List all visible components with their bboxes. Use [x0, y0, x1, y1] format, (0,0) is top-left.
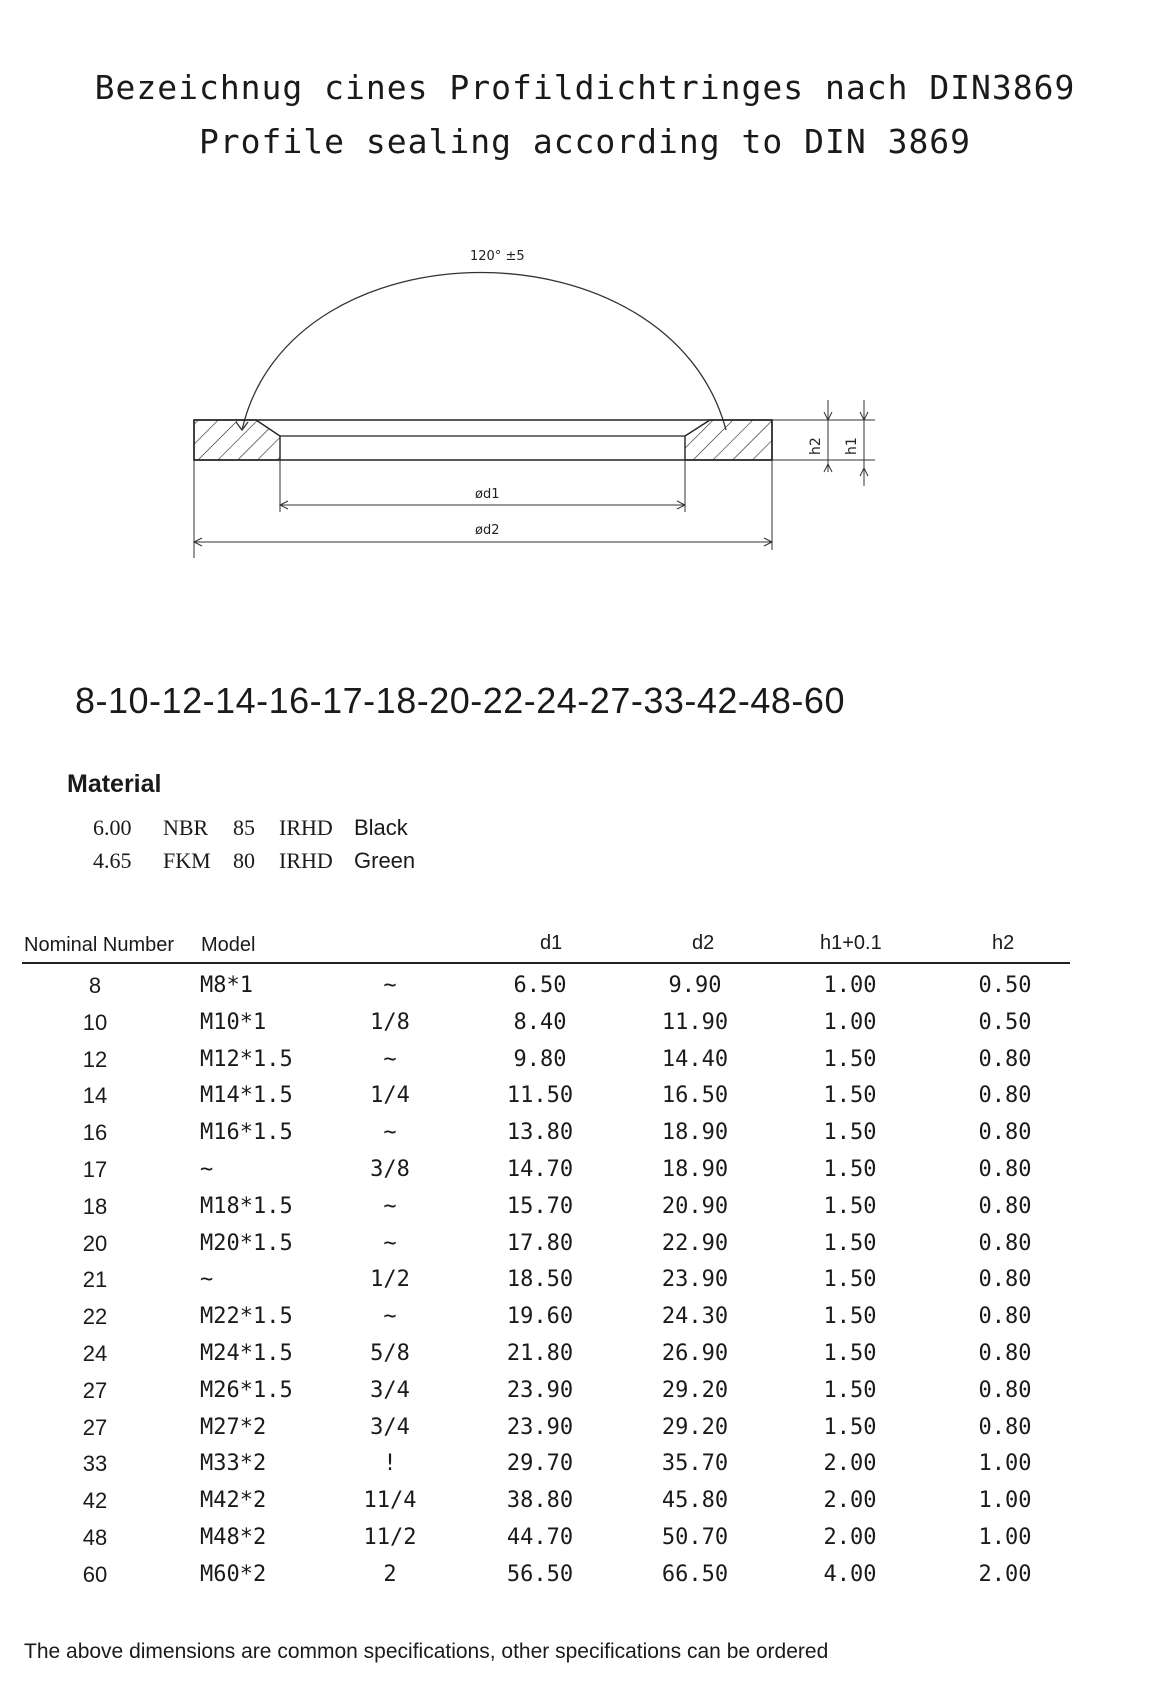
cell-h1: 1.50: [823, 1414, 877, 1440]
cell-nominal: 22: [82, 1304, 108, 1330]
cell-d1: 8.40: [513, 1009, 567, 1035]
cell-model: M60*2: [200, 1561, 267, 1587]
cell-d2: 22.90: [661, 1230, 729, 1256]
cell-model: M22*1.5: [200, 1304, 293, 1330]
cell-nominal: 27: [82, 1414, 108, 1440]
cell-h2: 0.80: [978, 1193, 1032, 1219]
cell-d1: 18.50: [506, 1267, 574, 1293]
cell-inch: 1/4: [370, 1083, 410, 1109]
cell-nominal: 16: [82, 1120, 108, 1146]
material-unit: IRHD: [279, 848, 333, 873]
header-h1: h1+0.1: [820, 932, 882, 954]
cell-inch: 2: [383, 1561, 397, 1587]
cell-model: M8*1: [200, 973, 253, 998]
cell-h1: 2.00: [823, 1451, 877, 1477]
header-model: Model: [201, 934, 256, 956]
cell-nominal: 60: [82, 1561, 108, 1587]
cell-d2: 20.90: [661, 1193, 729, 1219]
table-row: [0, 1336, 1170, 1373]
cell-d2: 29.20: [661, 1377, 729, 1403]
cell-d2: 18.90: [661, 1120, 729, 1146]
table-row: [0, 1078, 1170, 1115]
cell-d2: 14.40: [661, 1046, 729, 1072]
cell-d2: 35.70: [661, 1451, 729, 1477]
cell-model: M10*1: [200, 1009, 267, 1035]
cell-d2: 24.30: [661, 1304, 729, 1330]
material-name: FKM: [163, 848, 211, 873]
cell-model: M27*2: [200, 1414, 267, 1440]
nominal-sizes-line: 8-10-12-14-16-17-18-20-22-24-27-33-42-48-60: [75, 680, 845, 721]
cell-inch: 11/2: [363, 1524, 417, 1550]
cell-model: M12*1.5: [200, 1046, 293, 1072]
cell-h2: 1.00: [978, 1451, 1032, 1477]
cell-d1: 6.50: [513, 973, 567, 998]
cell-h2: 1.00: [978, 1488, 1032, 1514]
table-row: [0, 1226, 1170, 1263]
right-section: [685, 420, 772, 460]
seal-cross-section-drawing: [180, 240, 940, 580]
cell-h1: 1.50: [823, 1340, 877, 1366]
table-row: [0, 1446, 1170, 1483]
table-row: [0, 1189, 1170, 1226]
cell-inch: 1/8: [370, 1009, 410, 1035]
cell-h1: 1.50: [823, 1193, 877, 1219]
cell-inch: 5/8: [370, 1340, 410, 1366]
cell-nominal: 18: [82, 1193, 108, 1219]
angle-arc: [242, 273, 726, 431]
cell-inch: ~: [383, 1046, 397, 1072]
cell-h1: 1.50: [823, 1156, 877, 1182]
cell-nominal: 14: [82, 1083, 108, 1109]
cell-d1: 19.60: [506, 1304, 574, 1330]
material-heading: Material: [67, 770, 162, 798]
cell-h2: 0.80: [978, 1340, 1032, 1366]
cell-h2: 0.80: [978, 1120, 1032, 1146]
material-color: Black: [354, 815, 408, 840]
cell-model: ~: [200, 1267, 214, 1293]
cell-d1: 38.80: [506, 1488, 574, 1514]
header-h2: h2: [992, 932, 1015, 954]
cell-nominal: 27: [82, 1377, 108, 1403]
cell-h2: 0.80: [978, 1414, 1032, 1440]
cell-inch: 3/4: [370, 1377, 410, 1403]
material-hardness: 85: [233, 815, 255, 840]
cell-model: M18*1.5: [200, 1193, 293, 1219]
cell-model: M26*1.5: [200, 1377, 293, 1403]
cell-d2: 29.20: [661, 1414, 729, 1440]
table-row: [0, 1042, 1170, 1079]
cell-d1: 14.70: [506, 1156, 574, 1182]
cell-h2: 0.80: [978, 1083, 1032, 1109]
cell-h1: 4.00: [823, 1561, 877, 1587]
cell-d2: 11.90: [661, 1009, 729, 1035]
table-row: [0, 1520, 1170, 1557]
material-color: Green: [354, 848, 416, 873]
left-section: [194, 420, 280, 460]
cell-h1: 1.50: [823, 1377, 877, 1403]
cell-h1: 1.50: [823, 1083, 877, 1109]
table-row: [0, 1373, 1170, 1410]
header-d1: d1: [540, 932, 563, 954]
cell-model: M33*2: [200, 1451, 267, 1477]
cell-d2: 18.90: [661, 1156, 729, 1182]
cell-h2: 0.80: [978, 1304, 1032, 1330]
cell-h2: 0.80: [978, 1267, 1032, 1293]
cell-inch: 3/8: [370, 1156, 410, 1182]
cell-nominal: 12: [82, 1046, 108, 1072]
h1-label: h1: [844, 437, 860, 455]
cell-h1: 2.00: [823, 1488, 877, 1514]
header-nominal: Nominal Number: [24, 934, 175, 956]
table-row: [0, 1115, 1170, 1152]
cell-model: ~: [200, 1156, 214, 1182]
cell-inch: ~: [383, 973, 397, 998]
cell-h1: 1.50: [823, 1046, 877, 1072]
cell-inch: ~: [383, 1193, 397, 1219]
cell-d1: 15.70: [506, 1193, 574, 1219]
table-row: [0, 1410, 1170, 1447]
angle-label: 120° ±5: [470, 249, 525, 264]
material-hardness: 80: [233, 848, 255, 873]
cell-inch: 3/4: [370, 1414, 410, 1440]
cell-nominal: 20: [82, 1230, 108, 1256]
cell-h2: 0.80: [978, 1046, 1032, 1072]
cell-model: M24*1.5: [200, 1340, 293, 1366]
cell-inch: ~: [383, 1304, 397, 1330]
cell-model: M48*2: [200, 1524, 267, 1550]
title-german: Bezeichnug cines Profildichtringes nach DIN3869: [94, 68, 1076, 107]
table-row: [0, 1005, 1170, 1042]
cell-inch: ~: [383, 1230, 397, 1256]
table-row: [0, 1299, 1170, 1336]
cell-nominal: 8: [88, 973, 102, 998]
cell-inch: 11/4: [363, 1488, 417, 1514]
cell-nominal: 21: [82, 1267, 108, 1293]
cell-nominal: 48: [82, 1524, 108, 1550]
table-row: [0, 1483, 1170, 1520]
cell-h2: 0.80: [978, 1377, 1032, 1403]
cell-d2: 45.80: [661, 1488, 729, 1514]
cell-d1: 23.90: [506, 1414, 574, 1440]
table-header: [0, 925, 1170, 965]
cell-model: M42*2: [200, 1488, 267, 1514]
cell-h2: 1.00: [978, 1524, 1032, 1550]
table-row: [0, 1557, 1170, 1594]
material-code: 6.00: [93, 815, 132, 840]
cell-d1: 23.90: [506, 1377, 574, 1403]
cell-h2: 0.50: [978, 1009, 1032, 1035]
table-body: [0, 968, 1170, 1594]
cell-h2: 0.80: [978, 1230, 1032, 1256]
d1-label: ød1: [475, 487, 500, 502]
cell-d1: 17.80: [506, 1230, 574, 1256]
cell-nominal: 10: [82, 1009, 108, 1035]
footer-note: The above dimensions are common specifications, other specifications can be ordered: [24, 1640, 829, 1663]
cell-d1: 56.50: [506, 1561, 574, 1587]
cell-d2: 9.90: [668, 973, 722, 998]
cell-nominal: 17: [82, 1156, 108, 1182]
cell-model: M14*1.5: [200, 1083, 293, 1109]
cell-h1: 1.00: [823, 973, 877, 998]
cell-d1: 29.70: [506, 1451, 574, 1477]
cell-h1: 1.50: [823, 1267, 877, 1293]
table-row: [0, 1262, 1170, 1299]
cell-inch: 1/2: [370, 1267, 410, 1293]
cell-inch: ~: [383, 1120, 397, 1146]
h2-label: h2: [808, 437, 824, 455]
cell-d2: 23.90: [661, 1267, 729, 1293]
cell-h2: 0.80: [978, 1156, 1032, 1182]
cell-nominal: 33: [82, 1451, 108, 1477]
cell-d2: 66.50: [661, 1561, 729, 1587]
cell-model: M16*1.5: [200, 1120, 293, 1146]
cell-inch: !: [383, 1451, 397, 1477]
cell-d1: 9.80: [513, 1046, 567, 1072]
cell-h1: 1.50: [823, 1304, 877, 1330]
title-english: Profile sealing according to DIN 3869: [198, 122, 972, 161]
cell-d1: 13.80: [506, 1120, 574, 1146]
material-unit: IRHD: [279, 815, 333, 840]
cell-d2: 50.70: [661, 1524, 729, 1550]
d2-label: ød2: [475, 523, 500, 538]
cell-h1: 1.00: [823, 1009, 877, 1035]
cell-d1: 11.50: [506, 1083, 574, 1109]
cell-model: M20*1.5: [200, 1230, 293, 1256]
cell-d2: 16.50: [661, 1083, 729, 1109]
cell-d1: 44.70: [506, 1524, 574, 1550]
cell-h1: 2.00: [823, 1524, 877, 1550]
header-d2: d2: [692, 932, 715, 954]
header-rule: [22, 962, 1070, 964]
cell-h1: 1.50: [823, 1230, 877, 1256]
cell-h1: 1.50: [823, 1120, 877, 1146]
cell-d2: 26.90: [661, 1340, 729, 1366]
table-row: [0, 1152, 1170, 1189]
table-row: [0, 968, 1170, 1005]
cell-d1: 21.80: [506, 1340, 574, 1366]
cell-h2: 0.50: [978, 973, 1032, 998]
material-name: NBR: [163, 815, 209, 840]
cell-h2: 2.00: [978, 1561, 1032, 1587]
cell-nominal: 24: [82, 1340, 108, 1366]
material-code: 4.65: [93, 848, 132, 873]
cell-nominal: 42: [82, 1488, 108, 1514]
